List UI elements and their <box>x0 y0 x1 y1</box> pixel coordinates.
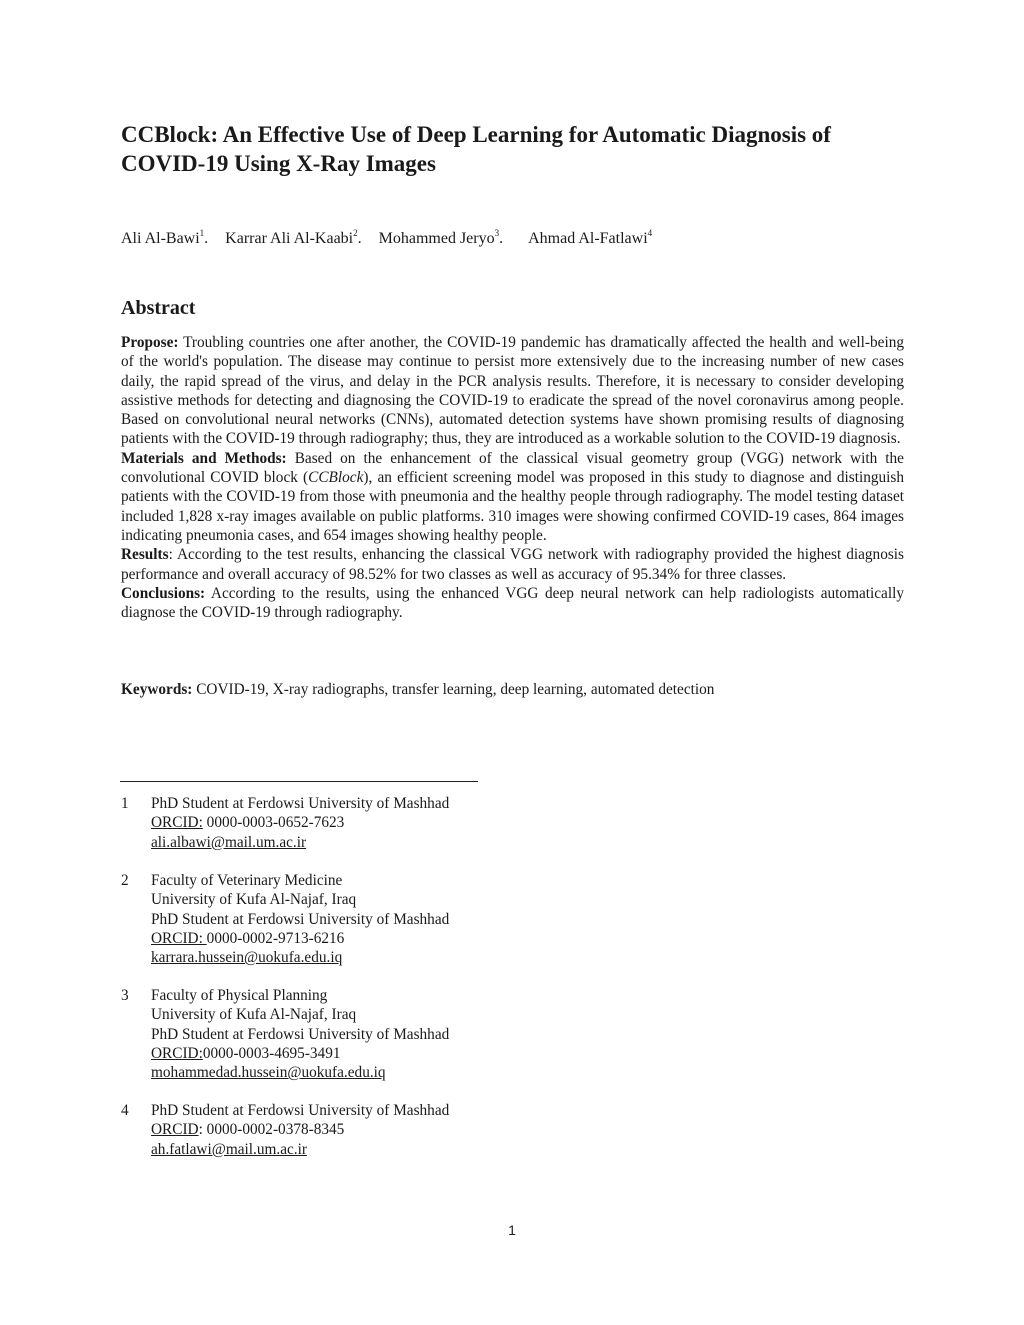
author-affiliation-mark: 2 <box>353 228 358 238</box>
footnote-number: 2 <box>121 872 129 889</box>
orcid-label: ORCID: <box>151 814 203 832</box>
author-name: Ahmad Al-Fatlawi <box>528 230 648 247</box>
orcid-value: : 0000-0002-0378-8345 <box>198 1121 345 1139</box>
orcid-value: 0000-0003-0652-7623 <box>202 814 345 832</box>
abstract-methods <box>121 449 904 545</box>
author-1 <box>121 229 208 249</box>
author-separator: . <box>204 230 209 247</box>
author-name: Karrar Ali Al-Kaabi <box>225 230 354 247</box>
section-label: Conclusions: <box>121 584 206 602</box>
email-link[interactable]: ah.fatlawi@mail.um.ac.ir <box>151 1140 307 1158</box>
orcid-label: ORCID: <box>151 1044 203 1062</box>
section-text: Based on the enhancement of the classical visual geometry group (VGG) network with the convolutional COVID block ( <box>121 449 904 487</box>
section-text: According to the results, using the enhanced VGG deep neural network can help radiologists automatically diagnose the COVID-19 through radiography. <box>121 584 904 622</box>
affiliation-line: PhD Student at Ferdowsi University of Mashhad <box>151 1025 450 1043</box>
affiliation-line: University of Kufa Al-Najaf, Iraq <box>151 891 357 909</box>
abstract-propose <box>121 333 904 449</box>
affiliation-line: Faculty of Physical Planning <box>151 987 328 1004</box>
author-4 <box>528 229 652 249</box>
orcid-value: 0000-0003-4695-3491 <box>202 1044 341 1062</box>
abstract-body <box>121 333 904 622</box>
author-3 <box>379 229 503 249</box>
footnote-number: 4 <box>121 1102 129 1119</box>
section-text: ), an efficient screening model was proposed in this study to diagnose and distinguish patients with the COVID-19 from those with pneumonia and the healthy people through radiography. The model testing dataset included 1,828 x-ray images available on public platforms. 310 images were showing confirmed COVID-19 cases, 864 images indicating pneumonia cases, and 654 images showing healthy people. <box>121 469 905 544</box>
keywords-text: COVID-19, X-ray radiographs, transfer learning, deep learning, automated detection <box>192 681 715 698</box>
page-number: 1 <box>508 1222 516 1238</box>
section-text: Troubling countries one after another, the COVID-19 pandemic has dramatically affected the health and well-being of the world's population. The disease may continue to persist more extensively due to the increasing number of new cases daily, the rapid spread of the virus, and delay in the PCR analysis results. Therefore, it is necessary to consider developing assistive methods for detecting and diagnosing the COVID-19 to eradicate the spread of the novel coronavirus among people. Based on convolutional neural networks (CNNs), automated detection systems have shown promising results of diagnosing patients with the COVID-19 through radiography; thus, they are introduced as a workable solution to the COVID-19 diagnosis. <box>121 334 904 448</box>
author-name: Mohammed Jeryo <box>378 230 495 247</box>
affiliation-line: PhD Student at Ferdowsi University of Mashhad <box>151 1102 450 1119</box>
author-separator: . <box>499 230 504 247</box>
author-name: Ali Al-Bawi <box>121 230 200 247</box>
section-label: Results <box>121 546 169 564</box>
keywords <box>121 680 904 699</box>
author-list <box>121 229 652 249</box>
paper-title: CCBlock: An Effective Use of Deep Learning for Automatic Diagnosis of COVID-19 Using X-Ray Images <box>121 122 831 176</box>
email-link[interactable]: mohammedad.hussein@uokufa.edu.iq <box>151 1064 386 1082</box>
model-name: CCBlock <box>308 469 364 487</box>
author-separator: . <box>357 230 362 247</box>
affiliation-line: PhD Student at Ferdowsi University of Mashhad <box>151 910 450 928</box>
abstract-heading: Abstract <box>121 297 196 319</box>
affiliation-line: Faculty of Veterinary Medicine <box>151 872 343 889</box>
orcid-line <box>151 1044 449 1063</box>
orcid-line <box>151 1120 449 1139</box>
email-link[interactable]: karrara.hussein@uokufa.edu.iq <box>151 949 343 967</box>
affiliation-line: PhD Student at Ferdowsi University of Mashhad <box>151 795 450 812</box>
author-affiliation-mark: 1 <box>199 228 205 238</box>
orcid-line <box>151 813 449 832</box>
author-affiliation-mark: 3 <box>494 228 500 238</box>
orcid-label: ORCID <box>151 1121 199 1139</box>
keywords-label: Keywords: <box>121 681 193 698</box>
author-2 <box>225 229 361 249</box>
orcid-label: ORCID: <box>151 929 207 947</box>
orcid-value: 0000-0002-9713-6216 <box>206 929 345 947</box>
section-label: Propose: <box>121 334 179 351</box>
affiliation-line: University of Kufa Al-Najaf, Iraq <box>151 1006 357 1024</box>
orcid-line <box>151 929 449 948</box>
footnote-divider <box>120 781 478 782</box>
section-text: : According to the test results, enhancing the classical VGG network with radiography provided the highest diagnosis performance and overall accuracy of 98.52% for two classes as well as accuracy of 95.34% for three classes. <box>121 546 904 583</box>
abstract-results <box>121 545 904 584</box>
section-label: Materials and Methods: <box>121 449 287 467</box>
author-affiliation-mark: 4 <box>647 228 653 238</box>
email-link[interactable]: ali.albawi@mail.um.ac.ir <box>151 833 307 851</box>
footnote-number: 3 <box>121 987 129 1004</box>
abstract-conclusions <box>121 584 904 623</box>
footnote-number: 1 <box>121 795 129 812</box>
